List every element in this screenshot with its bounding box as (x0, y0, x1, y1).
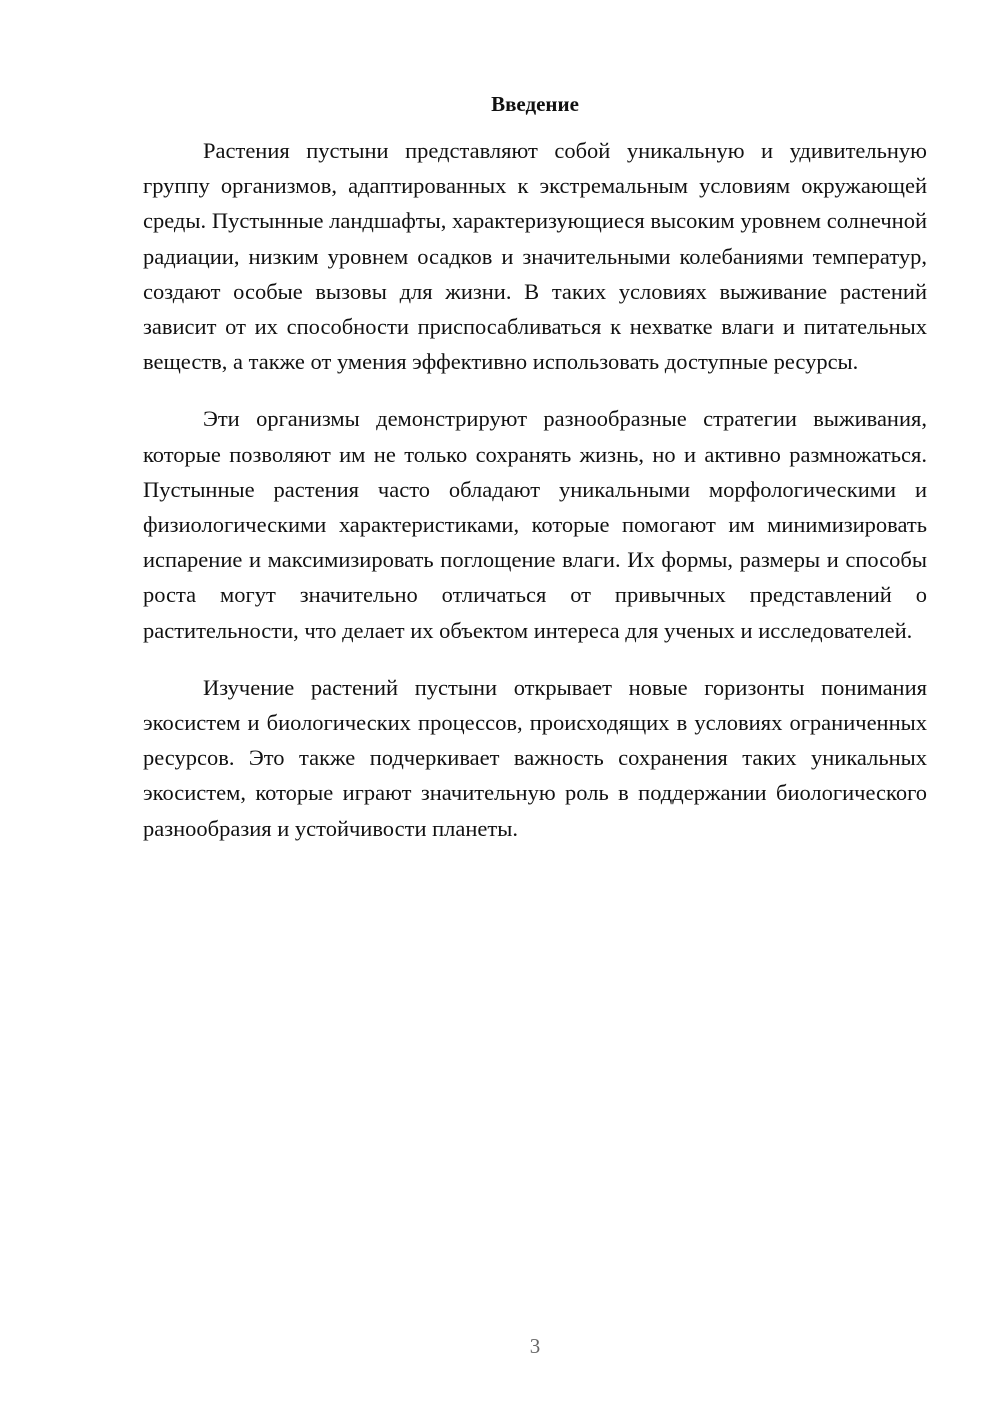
page-content (143, 94, 927, 868)
page-number: 3 (529, 1334, 541, 1358)
paragraph-1: Растения пустыни представляют собой уникальную и удивительную группу организмов, адаптированных к экстремальным условиям окружающей среды. Пустынные ландшафты, характеризующиеся высоким уровнем солнечной радиации, низким уровнем осадков и значительными колебаниями температур, создают особые вызовы для жизни. В таких условиях выживание растений зависит от их способности приспосабливаться к нехватке влаги и питательных веществ, а также от умения эффективно использовать доступные ресурсы. (143, 138, 927, 375)
paragraph-2: Эти организмы демонстрируют разнообразные стратегии выживания, которые позволяют им не только сохранять жизнь, но и активно размножаться. Пустынные растения часто обладают уникальными морфологическими и физиологическими характеристиками, которые помогают им минимизировать испарение и максимизировать поглощение влаги. Их формы, размеры и способы роста могут значительно отличаться от привычных представлений о растительности, что делает их объектом интереса для ученых и исследователей. (143, 406, 927, 643)
section-heading: Введение (491, 92, 579, 116)
paragraph-3: Изучение растений пустыни открывает новые горизонты понимания экосистем и биологических процессов, происходящих в условиях ограниченных ресурсов. Это также подчеркивает важность сохранения таких уникальных экосистем, которые играют значительную роль в поддержании биологического разнообразия и устойчивости планеты. (143, 674, 927, 841)
